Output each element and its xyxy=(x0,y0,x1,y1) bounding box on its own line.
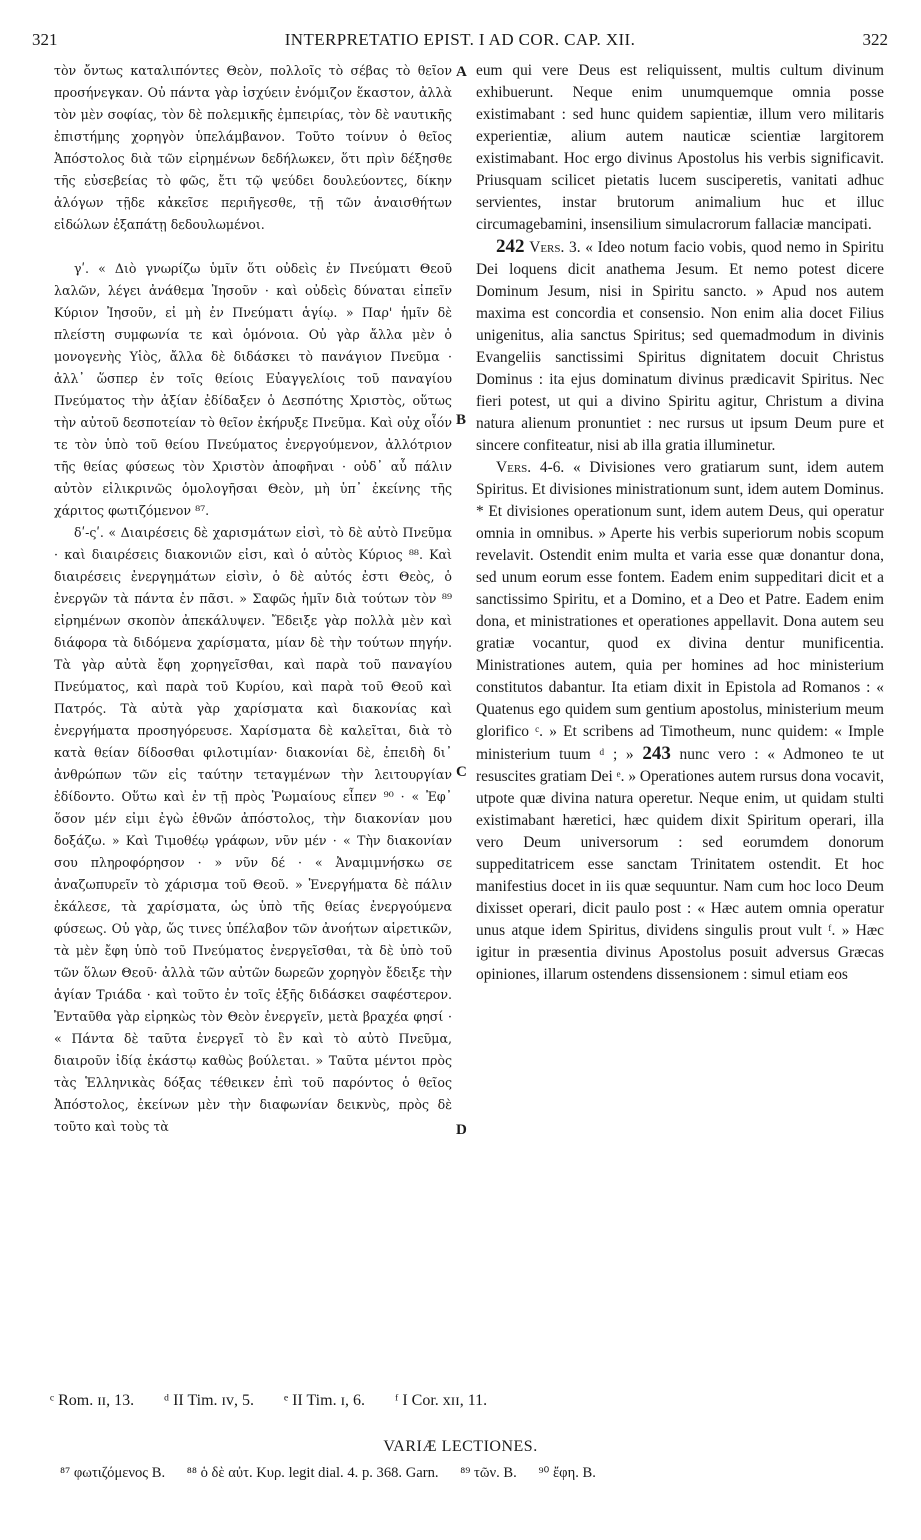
margin-letter-b: B xyxy=(456,412,467,428)
margin-letter-d: D xyxy=(456,1122,467,1138)
margin-letter-a: A xyxy=(456,64,467,80)
variant-90: ⁹⁰ ἔφη. B. xyxy=(538,1465,596,1481)
footnote-c: ᶜ Rom. ɪɪ, 13. xyxy=(50,1392,135,1409)
variant-89: ⁸⁹ τῶν. B. xyxy=(460,1465,517,1481)
page-number-right: 322 xyxy=(862,30,888,49)
verse-label-4-6: Vers. xyxy=(496,459,532,476)
scripture-footnotes xyxy=(50,1392,870,1410)
latin-paragraph-3 xyxy=(476,457,884,986)
running-header xyxy=(32,30,888,56)
variant-88: ⁸⁸ ὁ δὲ αὐτ. Κυρ. legit dial. 4. p. 368. Garn. xyxy=(186,1465,439,1481)
greek-paragraph-3: δʹ-ςʹ. « Διαιρέσεις δὲ χαρισμάτων εἰσὶ, τὸ δὲ αὐτὸ Πνεῦμα · καὶ διαιρέσεις διακονιῶν εἰσι, καὶ ὁ αὐτὸς Κύριος ⁸⁸. Καὶ διαιρέσεις ἐνεργημάτων εἰσὶν, ὁ δὲ αὐτός ἐστι Θεὸς, ὁ ἐνεργῶν τὰ πάντα ἐν πᾶσι. » Σαφῶς ἡμῖν διὰ τούτων τὸν ⁸⁹ εἰρημένων σκοπὸν ἀπεκάλυψεν. Ἔδειξε γὰρ πολλὰ μὲν καὶ διάφορα τὰ διδόμενα χαρίσματα, μίαν δὲ τὴν τούτων πηγήν. Τὰ γὰρ αὐτὰ ἔφη χορηγεῖσθαι, καὶ παρὰ τοῦ παναγίου Πνεύματος, καὶ παρὰ τοῦ Κυρίου, καὶ παρὰ τοῦ Θεοῦ καὶ Πατρός. Τὰ αὐτὰ γὰρ χαρίσματα καὶ διακονίας καὶ ἐνεργήματα προσηγόρευσε. Χαρίσματα δὲ καλεῖται, διὰ τὸ κατὰ θείαν δίδοσθαι φιλοτιμίαν· διακονίαι δὲ, ἐπειδὴ δι᾽ ἀνθρώπων τῶν εἰς ταύτην τεταγμένων τὴν λειτουργίαν ἐδίδοντο. Οὕτω καὶ ἐν τῇ πρὸς Ῥωμαίους εἶπεν ⁹⁰ · « Ἐφ᾽ ὅσον μέν εἰμι ἐγὼ ἐθνῶν ἀπόστολος, τὴν διακονίαν μου δοξάζω. » Καὶ Τιμοθέῳ γράφων, νῦν μέν · « Τὴν διακονίαν σου πληροφόρησον · » νῦν δέ · « Ἀναμιμνήσκω σε ἀναζωπυρεῖν τὸ χάρισμα τοῦ Θεοῦ. » Ἐνεργήματα δὲ πάλιν ἐκάλεσε, τὰ χαρίσματα, ὡς ὑπὸ τῆς θείας ἐνεργούμενα φύσεως. Οὐ γὰρ, ὥς τινες ὑπέλαβον τῶν ἀνοήτων αἱρετικῶν, τὰ μὲν ἔφη ὑπὸ τοῦ Πνεύματος ἐνεργεῖσθαι, τὰ δὲ ὑπὸ τοῦ τῶν ὅλων Θεοῦ· ἀλλὰ τῶν αὐτῶν δωρεῶν χορηγὸν ἔδειξε τὴν ἁγίαν Τριάδα · καὶ τοῦτο ἐν τοῖς ἑξῆς διδάσκει σαφέστερον. Ἐνταῦθα γὰρ εἰρηκὼς τὸν Θεὸν ἐνεργεῖν, μετὰ βραχέα φησί · « Πάντα δὲ ταῦτα ἐνεργεῖ τὸ ἓν καὶ τὸ αὐτὸ Πνεῦμα, διαιροῦν ἰδίᾳ ἑκάστῳ καθὼς βούλεται. » Ταῦτα μέντοι πρὸς τὰς Ἑλληνικὰς δόξας τέθεικεν ἐπὶ τοῦ παρόντος ὁ θεῖος Ἀπόστολος, ἐκείνων μὲν τὴν διαφωνίαν δεικνὺς, πρὸς δὲ τοῦτο καὶ τοὺς τὰ xyxy=(54,525,452,1134)
latin-paragraph-3b-text: nunc vero : « Admoneo te ut resuscites gratiam Dei ᵉ. » Operationes autem rursus dona vocavit, utpote quæ divina natura operetur. Neque enim, ut quidam stulti existimabant hæretici, hæc quidem dixit Spiritum operari, illa vero Deum universorum : sed eorumdem donorum suppeditatricem esse sanctam Trinitatem ostendit. Et hoc manifestius docet in iis quæ sequuntur. Nam cum hoc loco Deum dixisset operari, dicit paulo post : « Hæc autem omnia operatur unus atque idem Spiritus, dividens singulis prout vult ᶠ. » Hæc igitur in præsentia divinus Apostolus posuit adversus Græcas opiniones, illarum ostendens dissensionem : simul etiam eos xyxy=(476,746,884,983)
variae-lectiones xyxy=(60,1464,890,1482)
variant-87: ⁸⁷ φωτιζόμενος B. xyxy=(60,1465,166,1481)
footnote-d: ᵈ II Tim. ɪᴠ, 5. xyxy=(164,1392,254,1409)
latin-paragraph-3a-text: 4-6. « Divisiones vero gratiarum sunt, idem autem Spiritus. Et divisiones ministrationum sunt, idem autem Dominus. * Et divisiones operationum sunt, idem autem Deus, qui operatur omnia in omnibus. » Aperte his verbis superiorum nobis scopum revelavit. Ostendit enim multa et varia esse quæ donantur dona, sed unum eorum esse fontem. Eadem enim suppeditari dicit et a sanctissimo Spiritu, et a Domino, et a Deo et Patre. Eadem enim dona, et ministrationes et operationes appellavit. Dona autem seu gratiæ vocantur, quod ex divina dentur munificentia. Ministrationes autem, quia per homines ad hoc ministerium constitutos dabantur. Ita etiam dixit in Epistola ad Romanos : « Quatenus ego quidem sum gentium apostolus, ministerium meum glorifico ᶜ. » Et scribens ad Timotheum, nunc quidem: « Imple ministerium tuum ᵈ ; » xyxy=(476,459,884,763)
greek-paragraph-1: τὸν ὄντως καταλιπόντες Θεὸν, πολλοῖς τὸ σέβας τὸ θεῖον προσήνεγκαν. Οὐ πάντα γὰρ ἰσχύειν ἐνόμιζον ἕκαστον, ἀλλὰ τὸν μὲν σοφίας, τὸν δὲ πολεμικῆς ἐμπειρίας, τὸν δὲ ναυτικῆς ἐπιστήμης χορηγὸν ὑπελάμβανον. Τοῦτο τοίνυν ὁ θεῖος Ἀπόστολος διὰ τῶν εἰρημένων δεδήλωκεν, ὅτι πρὶν δέξησθε τῆς εὐσεβείας τὸ φῶς, ἔτι τῷ ψεύδει δουλεύοντες, δίκην ἀλόγων τῇδε κἀκεῖσε περιῆγεσθε, τῇ τῶν ἀναισθήτων εἰδώλων ἐξαπάτῃ δεδουλωμένοι. xyxy=(54,63,452,232)
variae-lectiones-title: VARIÆ LECTIONES. xyxy=(383,1438,538,1455)
latin-paragraph-2-text: 3. « Ideo notum facio vobis, quod nemo in Spiritu Dei loquens dicit anathema Jesum. Et nemo potest dicere Dominum Jesum, nisi in Spiritu sancto. » Apud nos autem maxima est concordia et consensio. Non enim alia docet Filius unigenitus, alia sanctus Spiritus; sed quemadmodum in divinis Evangeliis sanctissimi Spiritus dignitatem docuit Christus Dominus : ita ejus dominatum divinus prædicavit Spiritus. Nec fieri potest, ut qui a divino Spiritu agitur, Christum a divina natura alienum pronuntiet : nec rursus ut ipsum Deum pure et sincere confiteatur, nisi ab illa gratia illuminetur. xyxy=(476,239,884,454)
running-title: INTERPRETATIO EPIST. I AD COR. CAP. XII. xyxy=(284,30,636,49)
latin-column xyxy=(476,60,884,986)
footnote-e: ᵉ II Tim. ɪ, 6. xyxy=(284,1392,366,1409)
greek-paragraph-2: γʹ. « Διὸ γνωρίζω ὑμῖν ὅτι οὐδεὶς ἐν Πνεύματι Θεοῦ λαλῶν, λέγει ἀνάθεμα Ἰησοῦν · καὶ οὐδεὶς δύναται εἰπεῖν Κύριον Ἰησοῦν, εἰ μὴ ἐν Πνεύματι ἁγίῳ. » Παρ' ἡμῖν δὲ πλείστη συμφωνία τε καὶ ὁμόνοια. Οὐ γὰρ ἄλλα μὲν ὁ μονογενὴς Υἱὸς, ἄλλα δὲ διδάσκει τὸ πανάγιον Πνεῦμα · ἀλλ᾽ ὥσπερ ἐν τοῖς θείοις Εὐαγγελίοις τοῦ παναγίου Πνεύματος τὴν ἀξίαν ἐδίδαξεν ὁ Δεσπότης Χριστὸς, οὕτως τὴν αὐτοῦ δεσποτείαν τὸ θεῖον ἐκήρυξε Πνεῦμα. Καὶ οὐχ οἷόν τε τὸν ὑπὸ τοῦ θείου Πνεύματος ἐνεργούμενον, ἀλλότριον τῆς θείας φύσεως τὸν Χριστὸν ἀποφῆναι · οὐδ᾽ αὖ πάλιν αὐτὸν εἰλικρινῶς ὁμολογῆσαι Θεὸν, μὴ ὑπ᾽ ἐκείνης τῆς χάριτος φωτιζόμενον ⁸⁷. xyxy=(54,261,452,518)
column-number-242: 242 xyxy=(496,236,525,257)
verse-label-3: Vers. xyxy=(529,239,565,256)
footnote-f: ᶠ I Cor. xɪɪ, 11. xyxy=(395,1392,488,1409)
latin-paragraph-1: eum qui vere Deus est reliquissent, multis cultum divinum exhibuerunt. Neque enim unumquemque omnia posse existimabant : sed hunc quidem sapientiæ, illum vero militaris experientiæ, alium autem nauticæ scientiæ largitorem existimabant. Hoc ergo divinus Apostolus his verbis significavit. Priusquam scilicet pietatis lucem susciperetis, vanitati adhuc servientes, instar brutorum animalium huc et illuc circumagebamini, insensilium simulacrorum fallaciæ mancipati. xyxy=(476,62,884,233)
latin-paragraph-2 xyxy=(476,236,884,457)
greek-column xyxy=(54,60,452,1138)
page-number-left: 321 xyxy=(32,30,58,49)
column-number-243: 243 xyxy=(642,743,671,764)
margin-letter-c: C xyxy=(456,764,467,780)
